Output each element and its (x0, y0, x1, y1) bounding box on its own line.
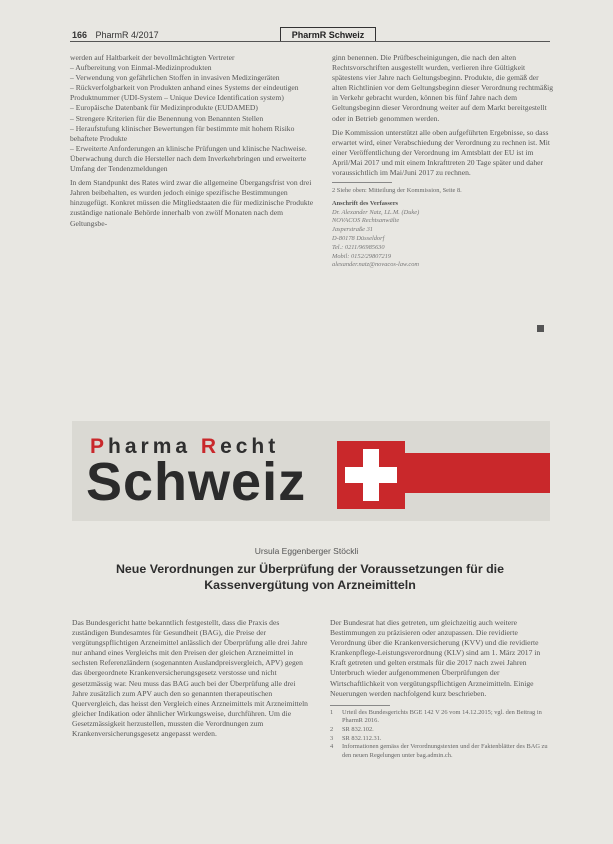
address-line: NOVACOS Rechtsanwälte (332, 217, 400, 225)
article-left-column (72, 618, 308, 739)
list-item: – Heraufstufung klinischer Bewertungen für bestimmte mit hohem Risiko behaftete Produkte (70, 123, 295, 143)
footnote: 2 SR 832.102. (330, 725, 374, 733)
top-right-column (332, 53, 554, 270)
footnote: 4 Informationen gemäss der Verordnungstexten und der Faktenblätter des BAG zu den neuen Regelungen unter bag.admin.ch. (330, 743, 548, 759)
address-line: Dr. Alexander Natz, LL.M. (Duke) (332, 208, 420, 216)
list-item: – Europäische Datenbank für Medizinprodukte (EUDAMED) (70, 103, 258, 113)
paragraph: werden auf Haltbarkeit der bevollmächtigten Vertreter (70, 53, 235, 62)
header-rule (70, 41, 550, 42)
footnote: 2 Siehe oben: Mitteilung der Kommission, Seite 8. (332, 187, 462, 195)
top-left-column (70, 53, 314, 229)
author-address (332, 200, 554, 270)
list-item: – Aufbereitung von Einmal-Medizinprodukten (70, 63, 212, 73)
address-line: Tel.: 0211/96985630 (332, 243, 385, 251)
article-title: Neue Verordnungen zur Überprüfung der Voraussetzungen für die Kassenvergütung von Arzneimitteln (115, 562, 505, 592)
journal-name: PharmR 4/2017 (95, 30, 159, 40)
article-author: Ursula Eggenberger Stöckli (254, 546, 359, 556)
footnotes (330, 709, 554, 761)
address-line: Mobil: 0152/29807219 (332, 252, 392, 260)
list-item: – Erweiterte Anforderungen an klinische Prüfungen und klinische Nachweise. (70, 143, 307, 153)
paragraph: ginn benennen. Die Prüfbescheinigungen, die nach den alten Rechtsvorschriften ausgestellt wurden, verlieren ihre Gültigkeit spätestens vier Jahre nach Geltungsbeginn. Produkte, die gemäß der alten Richtlinien vor dem Geltungsbeginn dieser Verordnung rechtmäßig in Verkehr gebracht wurden, können bis fünf Jahre nach dem Geltungsbeginn dieser Verordnung weiter auf dem Markt bereitgestellt oder in Betrieb genommen werden. (332, 53, 554, 123)
address-line: Jasperstraße 31 (332, 226, 374, 234)
end-mark (537, 325, 544, 332)
banner-title-line1: Pharma Recht (90, 435, 280, 458)
article-right-column (330, 618, 554, 760)
footnote: 1 Urteil des Bundesgerichts BGE 142 V 26 vom 14.12.2015; vgl. den Beitrag in PharmR 2016. (330, 708, 542, 725)
list-item: – Rückverfolgbarkeit von Produkten anhand eines Systems der eindeutigen Produktnummer (UDI-System – Unique Device Identification system) (70, 83, 299, 103)
swiss-cross-icon (337, 441, 405, 509)
paragraph: Das Bundesgericht hatte bekanntlich festgestellt, dass die Praxis des zuständigen Bundesamtes für Gesundheit (BAG), die Preise der vergütungspflichtigen Arzneimittel anlässlich der Überprüfung alle drei Jahre nur anhand eines Vergleichs mit den Preisen der gleichen Arzneimittel in sechsten Referenzländern (sogenannten Auslandpreisvergleich, APV) gegen das übergeordnete Krankenversicherungsgesetz verstosse und nicht gesetzmässig war. Neu muss das BAG auch bei der Überprüfung alle drei Jahre zusätzlich zum APV auch den so genannten therapeutischen Quervergleich, das heisst den Vergleich eines Arzneimittels mit Arzneimitteln gleicher Indikation oder ähnlicher Wirkungsweise, durchführen. Um die Gesetzmässigkeit herzustellen, mussten die Verordnungen zum Krankenversicherungsgesetz angepasst werden. (72, 618, 308, 739)
address-heading: Anschrift des Verfassers (332, 199, 399, 207)
section-banner (72, 421, 550, 521)
page-number: 166 (72, 30, 88, 40)
section-label: PharmR Schweiz (280, 27, 376, 42)
paragraph: Die Kommission unterstützt alle oben aufgeführten Ergebnisse, so dass erwartet wird, einer Verabschiedung der Verordnung zu rechnen ist. Mit einer Veröffentlichung der Verordnung im Amtsblatt der EU ist im April/Mai 2017 und mit einem Inkrafttreten 20 Tage später und daher voraussichtlich im Mai/Juni 2017 zu rechnen. (332, 127, 550, 178)
footnote: 3 SR 832.112.31. (330, 734, 382, 742)
banner-red-stripe (405, 453, 550, 493)
paragraph: Der Bundesrat hat dies getreten, um gleichzeitig auch weitere Bestimmungen zu präzisieren oder anzupassen. Die revidierte Verordnung über die Krankenversicherung (KVV) und die revidierte Krankenpflege-Leistungsverordnung (KLV) sind am 1. März 2017 in Kraft getreten und gelten erstmals für die 2017 nach zwei Jahren Unterbruch wieder aufgenommenen Überprüfungen der Wirtschaftlichkeit von vergütungspflichtigen Arzneimitteln. Einige Neuerungen werden nachfolgend kurz beschrieben. (330, 618, 541, 698)
running-header (72, 30, 159, 40)
paragraph: In dem Standpunkt des Rates wird zwar die allgemeine Übergangsfrist von drei Jahren beibehalten, es wurden jedoch einige spezifische Bestimmungen hinzugefügt. Konkret müssen die Mitgliedstaaten die für medizinische Produkte zuständige nationale Behörde innerhalb von zwölf Monaten nach dem Geltungsbe- (70, 178, 314, 228)
list-item: – Strengere Kriterien für die Benennung von Benannten Stellen (70, 113, 264, 123)
banner-title-line2: Schweiz (86, 452, 307, 512)
address-line: D-80178 Düsseldorf (332, 234, 385, 242)
paragraph: Überwachung durch die Hersteller nach dem Inverkehrbringen und erweiterte Umfang der Tendenzmeldungen (70, 153, 307, 174)
address-email: alexander.natz@novacos-law.com (332, 261, 420, 269)
list-item: – Verwendung von gefährlichen Stoffen in invasiven Medizingeräten (70, 73, 280, 83)
